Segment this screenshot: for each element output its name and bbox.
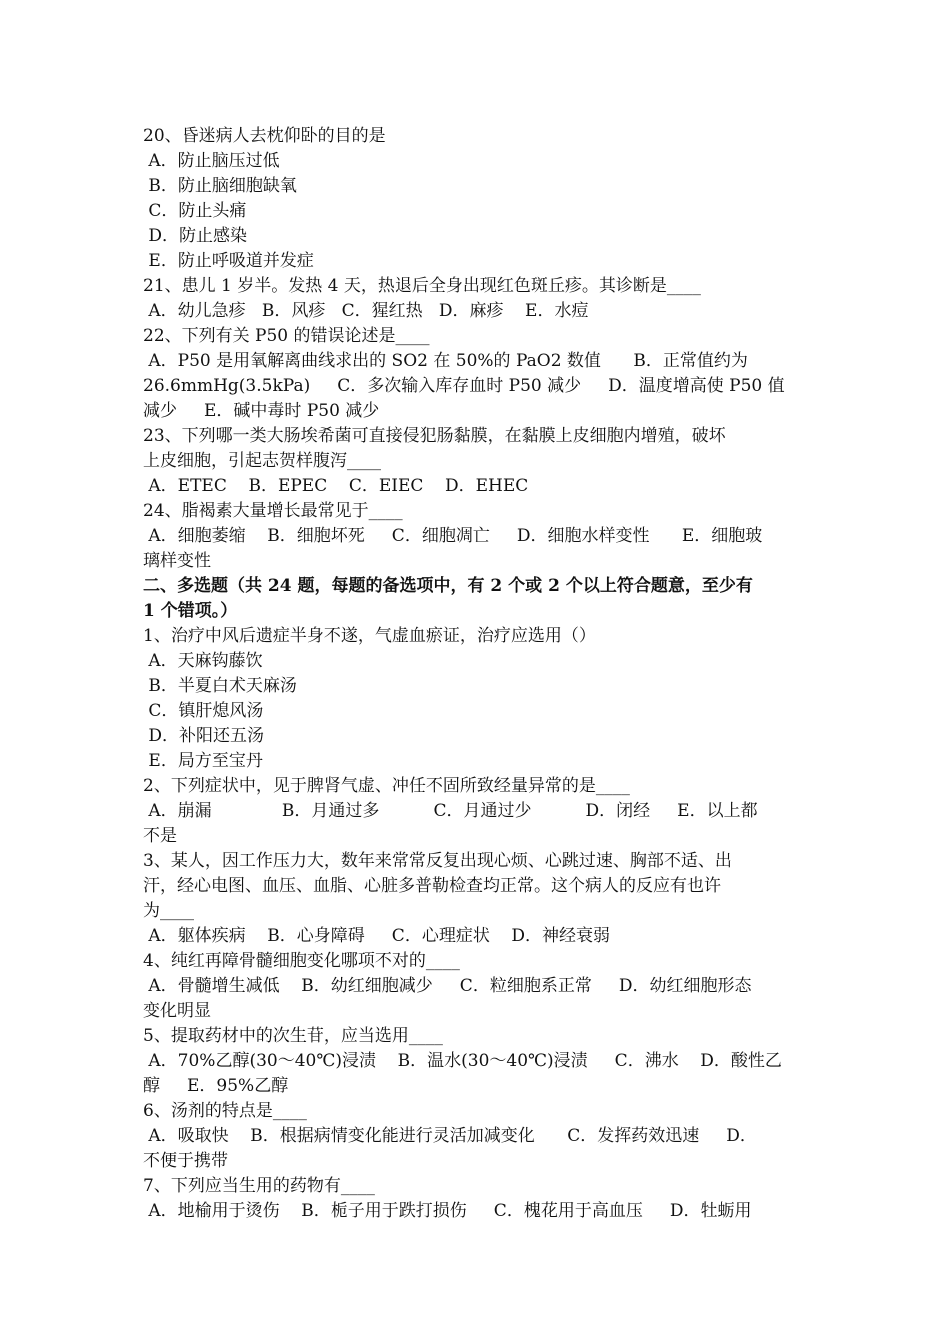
text-line: A．天麻钩藤饮 — [143, 651, 263, 671]
text-line: 21、患儿 1 岁半。发热 4 天，热退后全身出现红色斑丘疹。其诊断是____ — [143, 276, 701, 296]
text-line: A．防止脑压过低 — [143, 151, 280, 171]
section-heading-line: 二、多选题（共 24 题，每题的备选项中，有 2 个或 2 个以上符合题意，至少有 — [143, 576, 753, 596]
text-line: 不是 — [143, 826, 177, 846]
text-line: A．骨髓增生减低 B．幼红细胞减少 C．粒细胞系正常 D．幼红细胞形态 — [143, 976, 752, 996]
text-line: E．局方至宝丹 — [143, 751, 263, 771]
text-line: C．镇肝熄风汤 — [143, 701, 264, 721]
text-line: C．防止头痛 — [143, 201, 247, 221]
text-line: A．崩漏 B．月通过多 C．月通过少 D．闭经 E．以上都 — [143, 801, 758, 821]
text-line: E．防止呼吸道并发症 — [143, 251, 314, 271]
text-line: 20、昏迷病人去枕仰卧的目的是 — [143, 126, 386, 146]
text-line: A．细胞萎缩 B．细胞坏死 C．细胞凋亡 D．细胞水样变性 E．细胞玻 — [143, 526, 763, 546]
text-line: 汗，经心电图、血压、血脂、心脏多普勒检查均正常。这个病人的反应有也许 — [143, 876, 721, 896]
text-line: 24、脂褐素大量增长最常见于____ — [143, 501, 403, 521]
section-heading-line: 1 个错项。） — [143, 601, 238, 621]
text-line: 26.6mmHg(3.5kPa) C．多次输入库存血时 P50 减少 D．温度增高使 P50 值 — [143, 376, 785, 396]
document-body — [143, 124, 807, 1224]
text-line: A．P50 是用氧解离曲线求出的 SO2 在 50%的 PaO2 数值 B．正常值约为 — [143, 351, 748, 371]
text-line: D．补阳还五汤 — [143, 726, 265, 746]
text-line: B．防止脑细胞缺氧 — [143, 176, 297, 196]
text-line: 7、下列应当生用的药物有____ — [143, 1176, 375, 1196]
text-line: 为____ — [143, 901, 194, 921]
text-line: 22、下列有关 P50 的错误论述是____ — [143, 326, 430, 346]
text-line: 6、汤剂的特点是____ — [143, 1101, 307, 1121]
text-line: 醇 E．95%乙醇 — [143, 1076, 289, 1096]
text-line: 上皮细胞，引起志贺样腹泻____ — [143, 451, 381, 471]
text-line: A．ETEC B．EPEC C．EIEC D．EHEC — [143, 476, 529, 496]
text-line: 不便于携带 — [143, 1151, 228, 1171]
text-line: A．吸取快 B．根据病情变化能进行灵活加减变化 C．发挥药效迅速 D． — [143, 1126, 757, 1146]
text-line: 璃样变性 — [143, 551, 211, 571]
text-line: 4、纯红再障骨髓细胞变化哪项不对的____ — [143, 951, 460, 971]
text-line: A．70%乙醇(30～40℃)浸渍 B．温水(30～40℃)浸渍 C．沸水 D．酸性乙 — [143, 1051, 782, 1071]
text-line: A．地榆用于烫伤 B．栀子用于跌打损伤 C．槐花用于高血压 D．牡蛎用 — [143, 1201, 752, 1221]
text-line: B．半夏白术天麻汤 — [143, 676, 297, 696]
text-line: A．幼儿急疹 B．风疹 C．猩红热 D．麻疹 E．水痘 — [143, 301, 589, 321]
text-line: 变化明显 — [143, 1001, 211, 1021]
text-line: A．躯体疾病 B．心身障碍 C．心理症状 D．神经衰弱 — [143, 926, 611, 946]
text-line: 1、治疗中风后遗症半身不遂，气虚血瘀证，治疗应选用（） — [143, 626, 596, 646]
text-line: 3、某人，因工作压力大，数年来常常反复出现心烦、心跳过速、胸部不适、出 — [143, 851, 732, 871]
text-line: 2、下列症状中，见于脾肾气虚、冲任不固所致经量异常的是____ — [143, 776, 630, 796]
text-line: 减少 E．碱中毒时 P50 减少 — [143, 401, 380, 421]
text-line: D．防止感染 — [143, 226, 248, 246]
text-line: 5、提取药材中的次生苷，应当选用____ — [143, 1026, 443, 1046]
text-line: 23、下列哪一类大肠埃希菌可直接侵犯肠黏膜，在黏膜上皮细胞内增殖，破坏 — [143, 426, 726, 446]
